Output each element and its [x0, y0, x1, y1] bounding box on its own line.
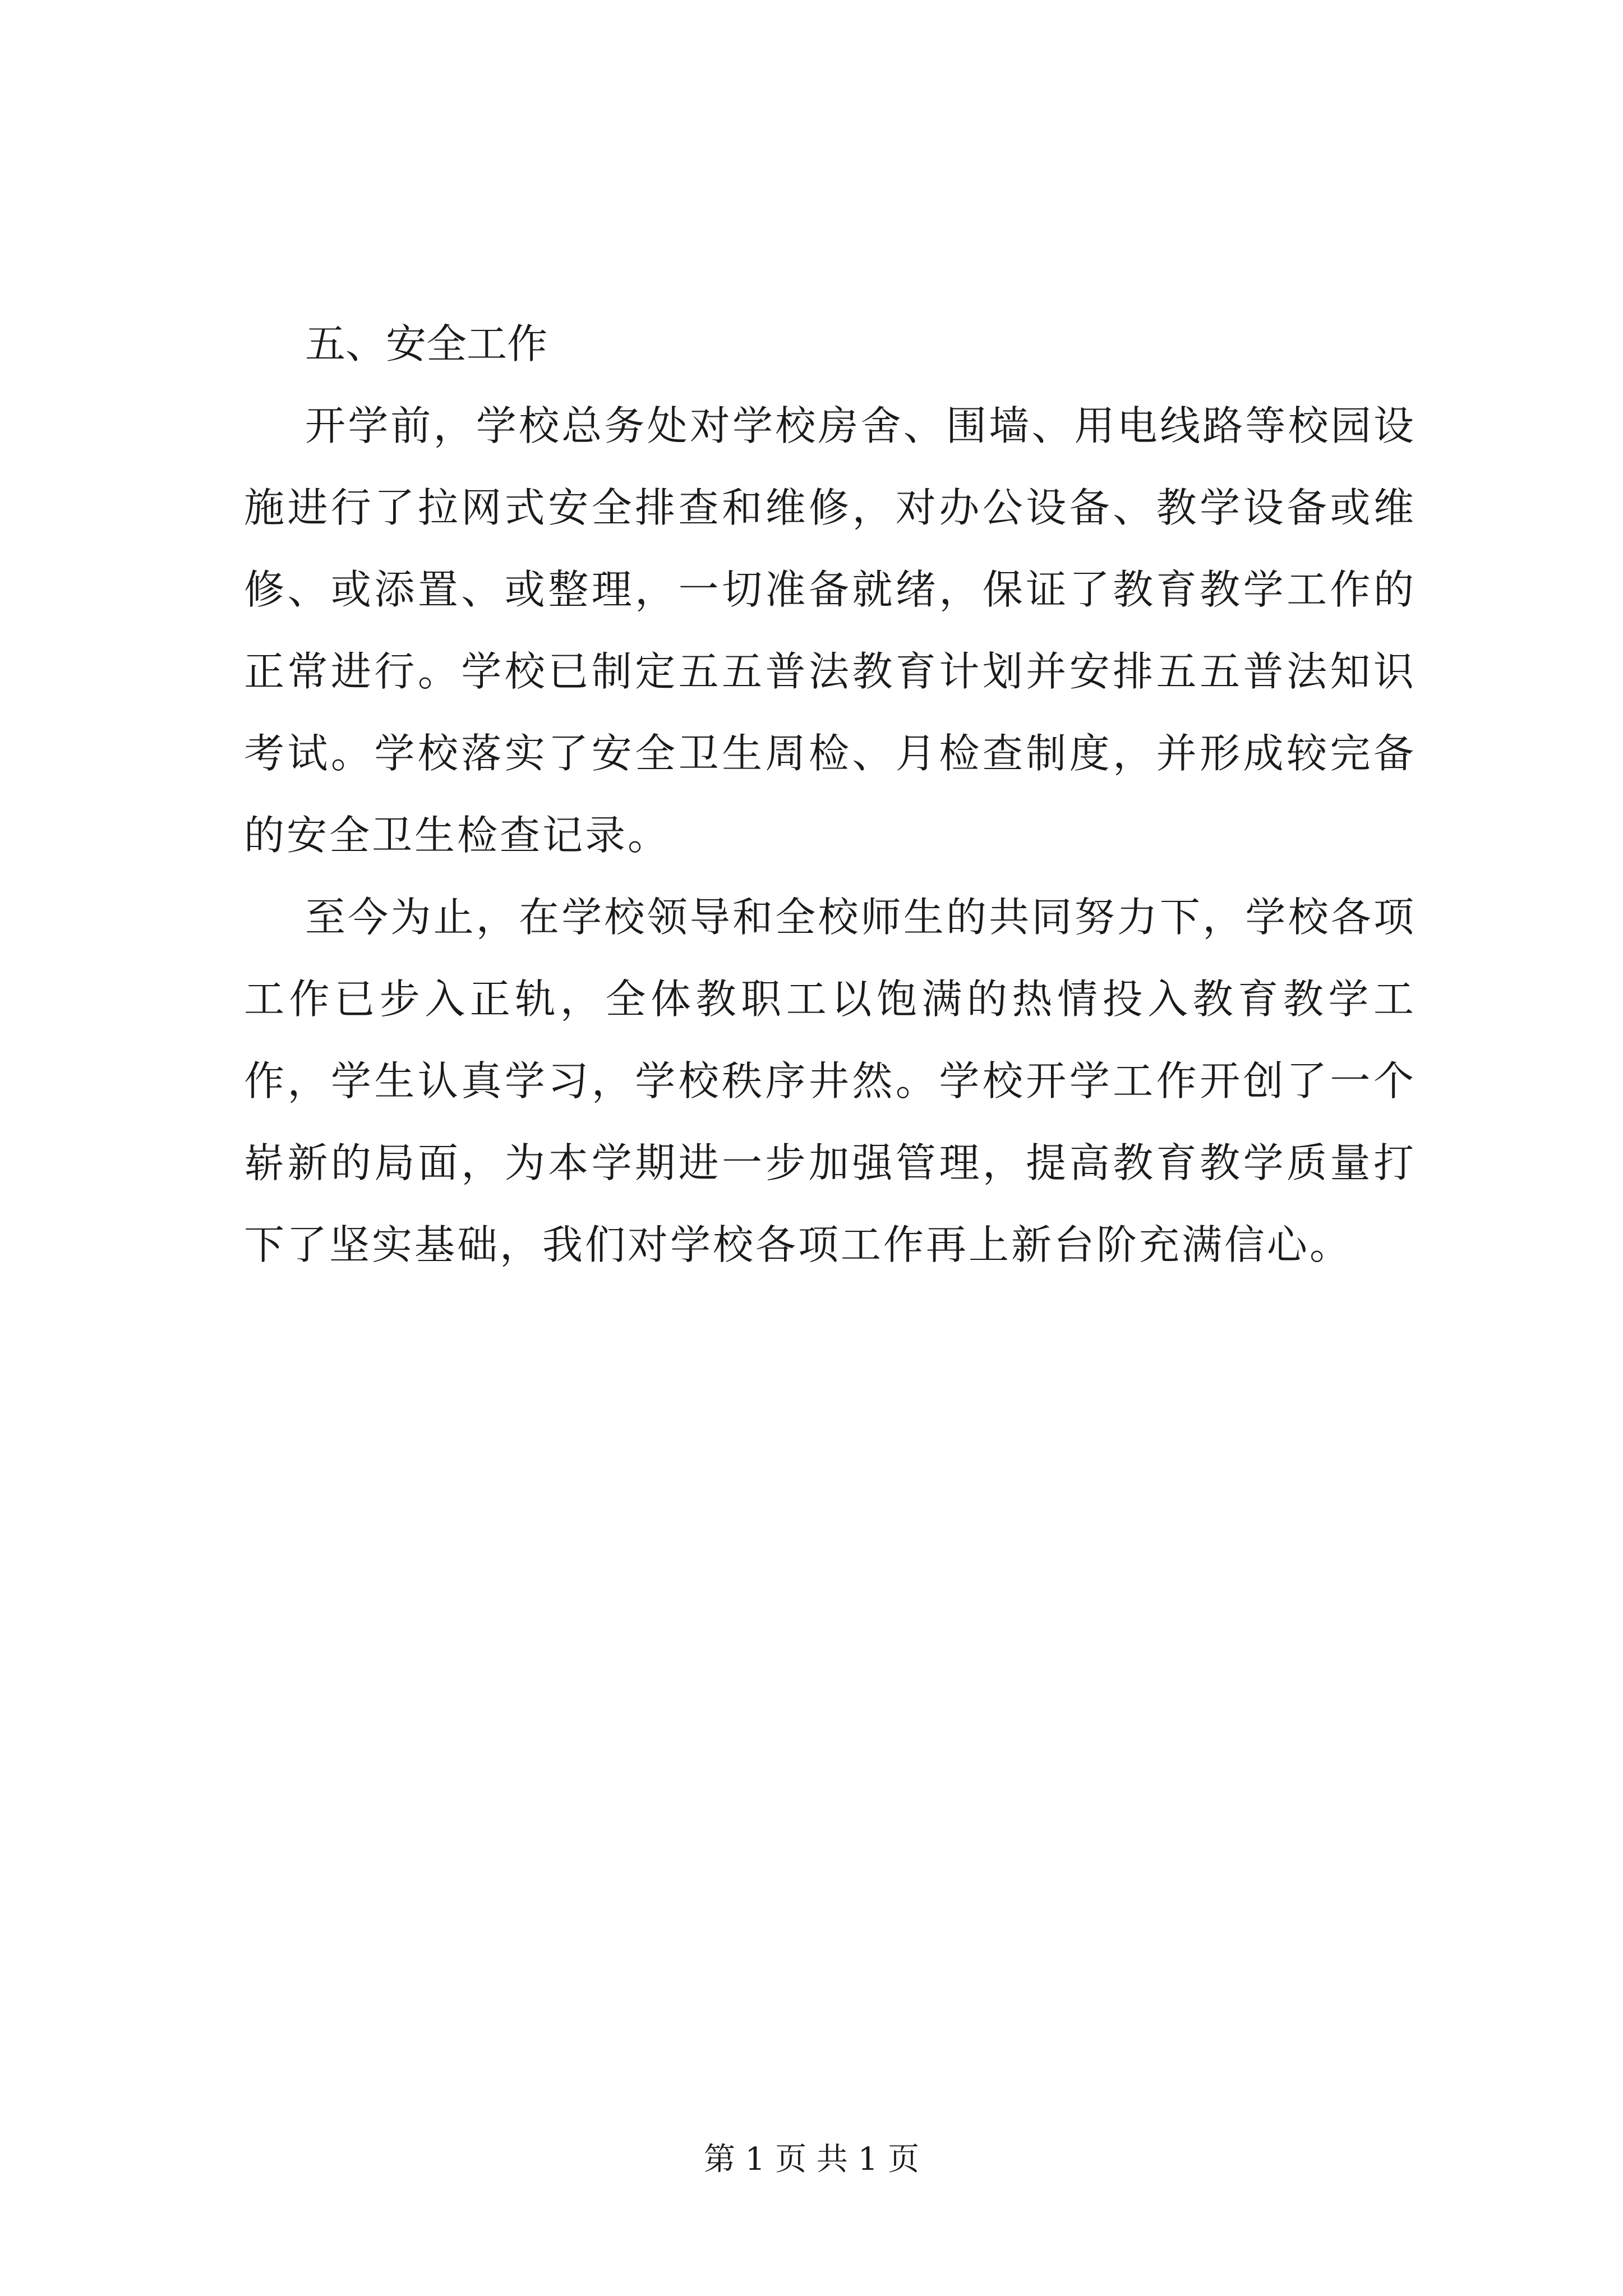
document-body — [244, 303, 1416, 1286]
paragraph-conclusion: 至今为止，在学校领导和全校师生的共同努力下，学校各项工作已步入正轨，全体教职工以饱满的热情投入教育教学工作，学生认真学习，学校秩序井然。学校开学工作开创了一个崭新的局面，为本学期进一步加强管理，提高教育教学质量打下了坚实基础，我们对学校各项工作再上新台阶充满信心。 — [244, 894, 1416, 1268]
paragraph-opening-safety: 开学前，学校总务处对学校房舍、围墙、用电线路等校园设施进行了拉网式安全排查和维修，对办公设备、教学设备或维修、或添置、或整理，一切准备就绪，保证了教育教学工作的正常进行。学校已制定五五普法教育计划并安排五五普法知识考试。学校落实了安全卫生周检、月检查制度，并形成较完备的安全卫生检查记录。 — [244, 402, 1416, 859]
section-heading: 五、安全工作 — [305, 320, 548, 367]
page-footer: 第 1 页 共 1 页 — [703, 2141, 920, 2178]
